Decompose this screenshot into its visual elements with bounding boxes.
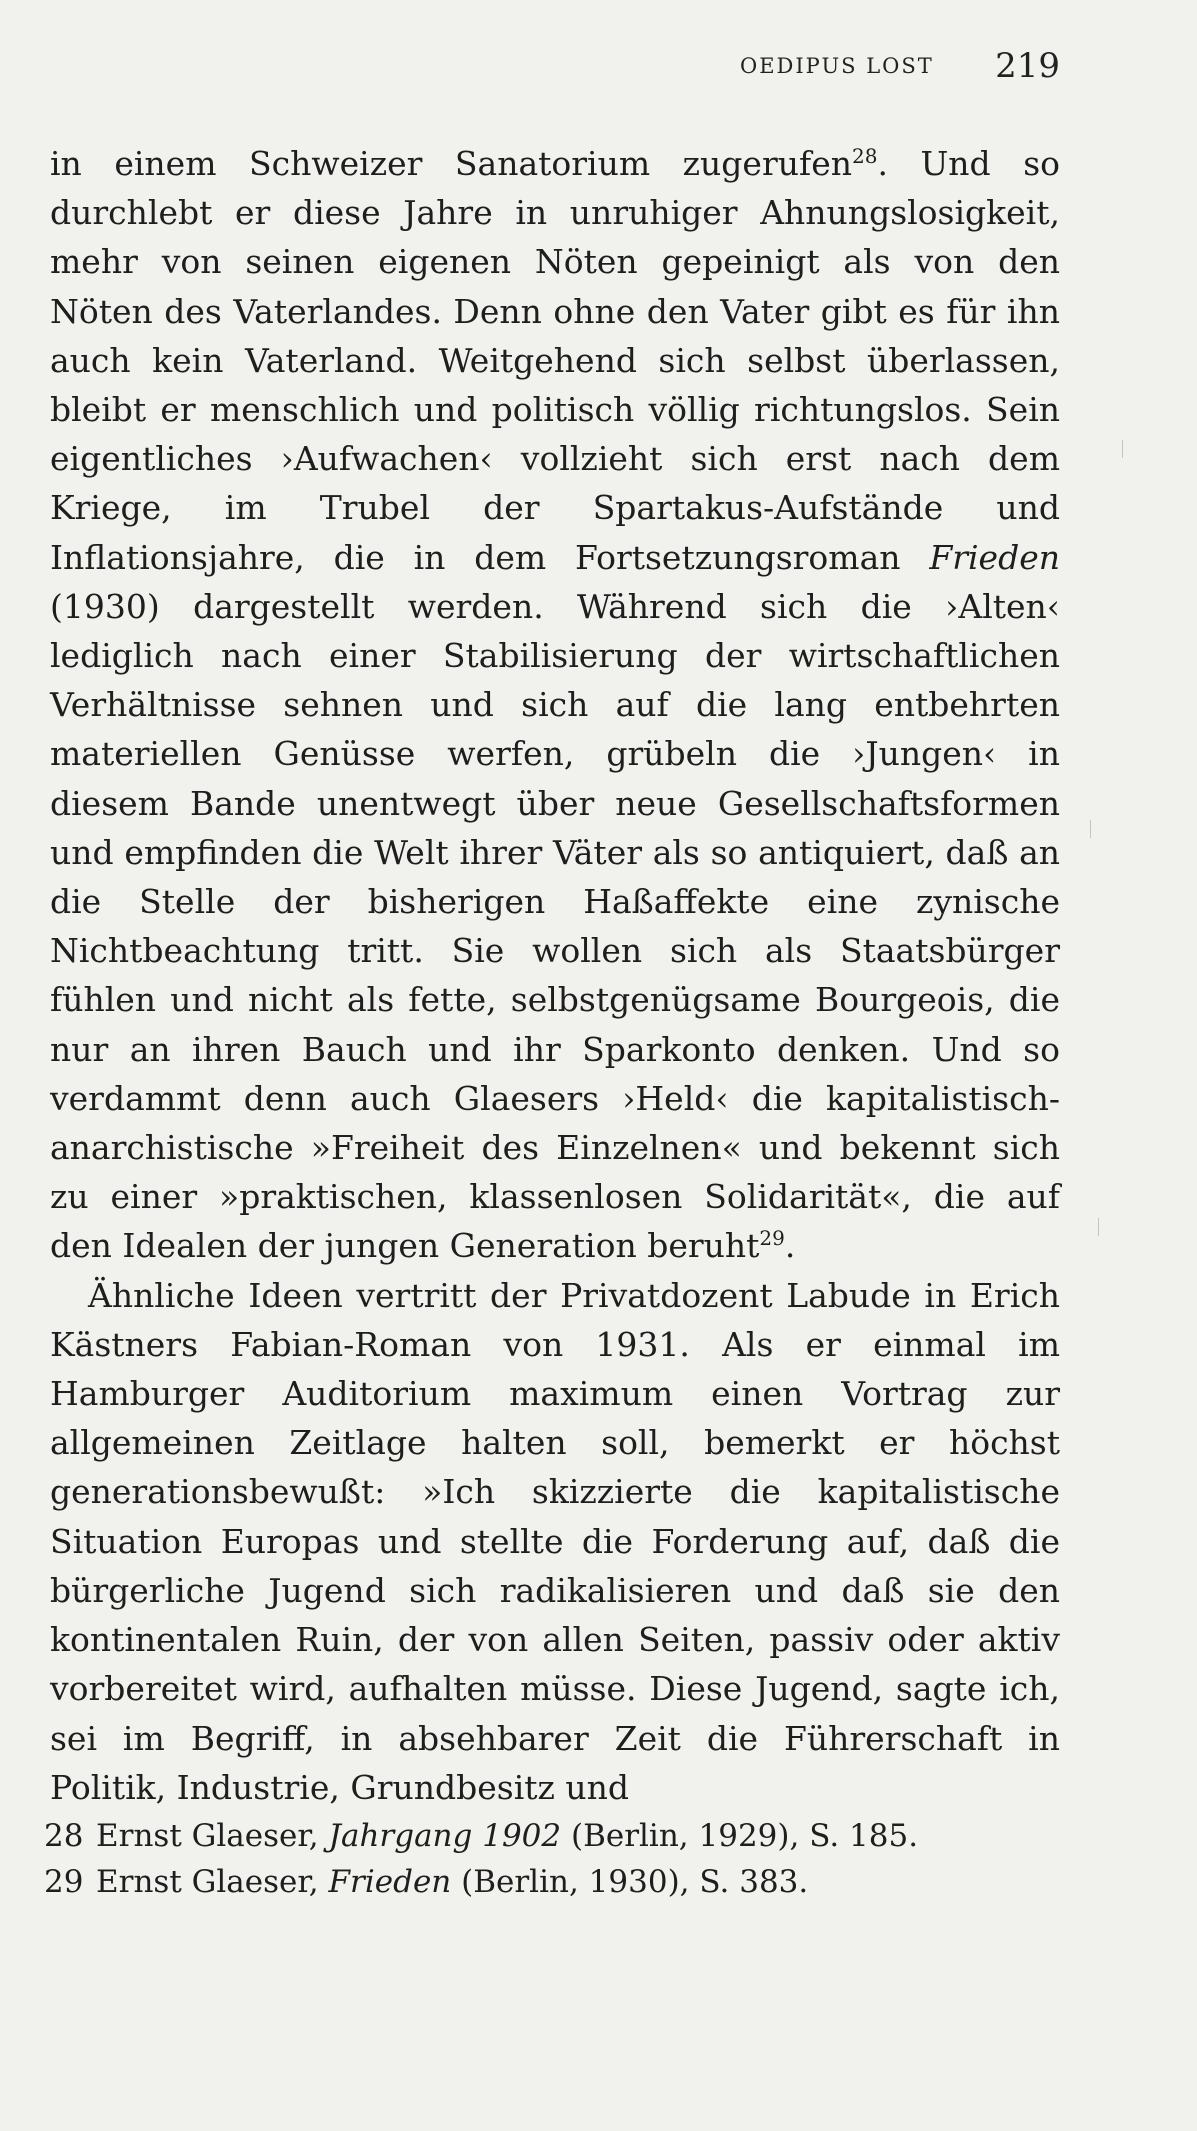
footnotes	[44, 1813, 1054, 1905]
footnote-number: 29	[44, 1864, 84, 1900]
footnote-ref-28: 28	[852, 144, 878, 168]
running-title: OEDIPUS LOST	[740, 54, 934, 78]
page-number: 219	[995, 46, 1060, 86]
footnote-details: (Berlin, 1929), S. 185.	[570, 1818, 919, 1854]
text-run: . Und so durchlebt er diese Jahre in unruhiger Ahnungslosigkeit, mehr von seinen eigenen Nöten gepeinigt als von den Nöten des Vaterlandes. Denn ohne den Vater gibt es für ihn auch kein Vaterland. Weitgehend sich selbst überlassen, bleibt er menschlich und politisch völlig richtungslos. Sein eigentliches ›Aufwachen‹ vollzieht sich erst nach dem Kriege, im Trubel der Spartakus-Aufstände und Inflationsjahre, die in dem Fortsetzungsroman	[50, 144, 1060, 577]
footnote-details: (Berlin, 1930), S. 383.	[461, 1864, 809, 1900]
page-header	[700, 46, 1060, 106]
text-run: in einem Schweizer Sanatorium zugerufen	[50, 144, 852, 183]
paragraph-1	[50, 139, 1060, 1271]
text-run: .	[784, 1226, 796, 1266]
footnote-28	[44, 1813, 1054, 1859]
margin-mark	[1080, 820, 1091, 838]
footnote-author: Ernst Glaeser,	[96, 1818, 319, 1854]
margin-mark	[1088, 1218, 1099, 1236]
footnote-29	[44, 1859, 1054, 1905]
body-text	[50, 139, 1060, 1812]
footnote-title: Frieden	[328, 1864, 452, 1900]
footnote-author: Ernst Glaeser,	[96, 1864, 319, 1900]
text-run: Ähnliche Ideen vertritt der Privatdozent Labude in Erich Kästners Fabian-Roman von 1931. Als er einmal im Hamburger Auditorium maximum einen Vortrag zur allgemeinen Zeitlage halten soll, bemerkt er höchst generationsbewußt: »Ich skizzierte die kapitalistische Situation Europas und stellte die Forderung auf, daß die bürgerliche Jugend sich radikalisieren und daß sie den kontinentalen Ruin, der von allen Seiten, passiv oder aktiv vorbereitet wird, aufhalten müsse. Diese Jugend, sagte ich, sei im Begriff, in absehbarer Zeit die Führerschaft in Politik, Industrie, Grundbesitz und	[50, 1275, 1060, 1807]
text-run: (1930) dargestellt werden. Während sich die ›Alten‹ lediglich nach einer Stabilisierung der wirtschaftlichen Verhältnisse sehnen und sich auf die lang entbehrten materiellen Genüsse werfen, grübeln die ›Jungen‹ in diesem Bande unentwegt über neue Gesellschaftsformen und empfinden die Welt ihrer Väter als so antiquiert, daß an die Stelle der bisherigen Haßaffekte eine zynische Nichtbeachtung tritt. Sie wollen sich als Staatsbürger fühlen und nicht als fette, selbstgenügsame Bourgeois, die nur an ihren Bauch und ihr Sparkonto denken. Und so verdammt denn auch Glaesers ›Held‹ die kapitalistisch-anarchistische »Freiheit des Einzelnen« und bekennt sich zu einer »praktischen, klassenlosen Solidarität«, die auf den Idealen der jungen Generation beruht	[50, 586, 1060, 1266]
paragraph-2	[50, 1271, 1060, 1812]
book-title-frieden: Frieden	[929, 537, 1060, 577]
margin-mark	[1112, 440, 1123, 458]
footnote-number: 28	[44, 1818, 84, 1854]
footnote-ref-29: 29	[759, 1226, 785, 1251]
footnote-title: Jahrgang 1902	[328, 1818, 562, 1854]
